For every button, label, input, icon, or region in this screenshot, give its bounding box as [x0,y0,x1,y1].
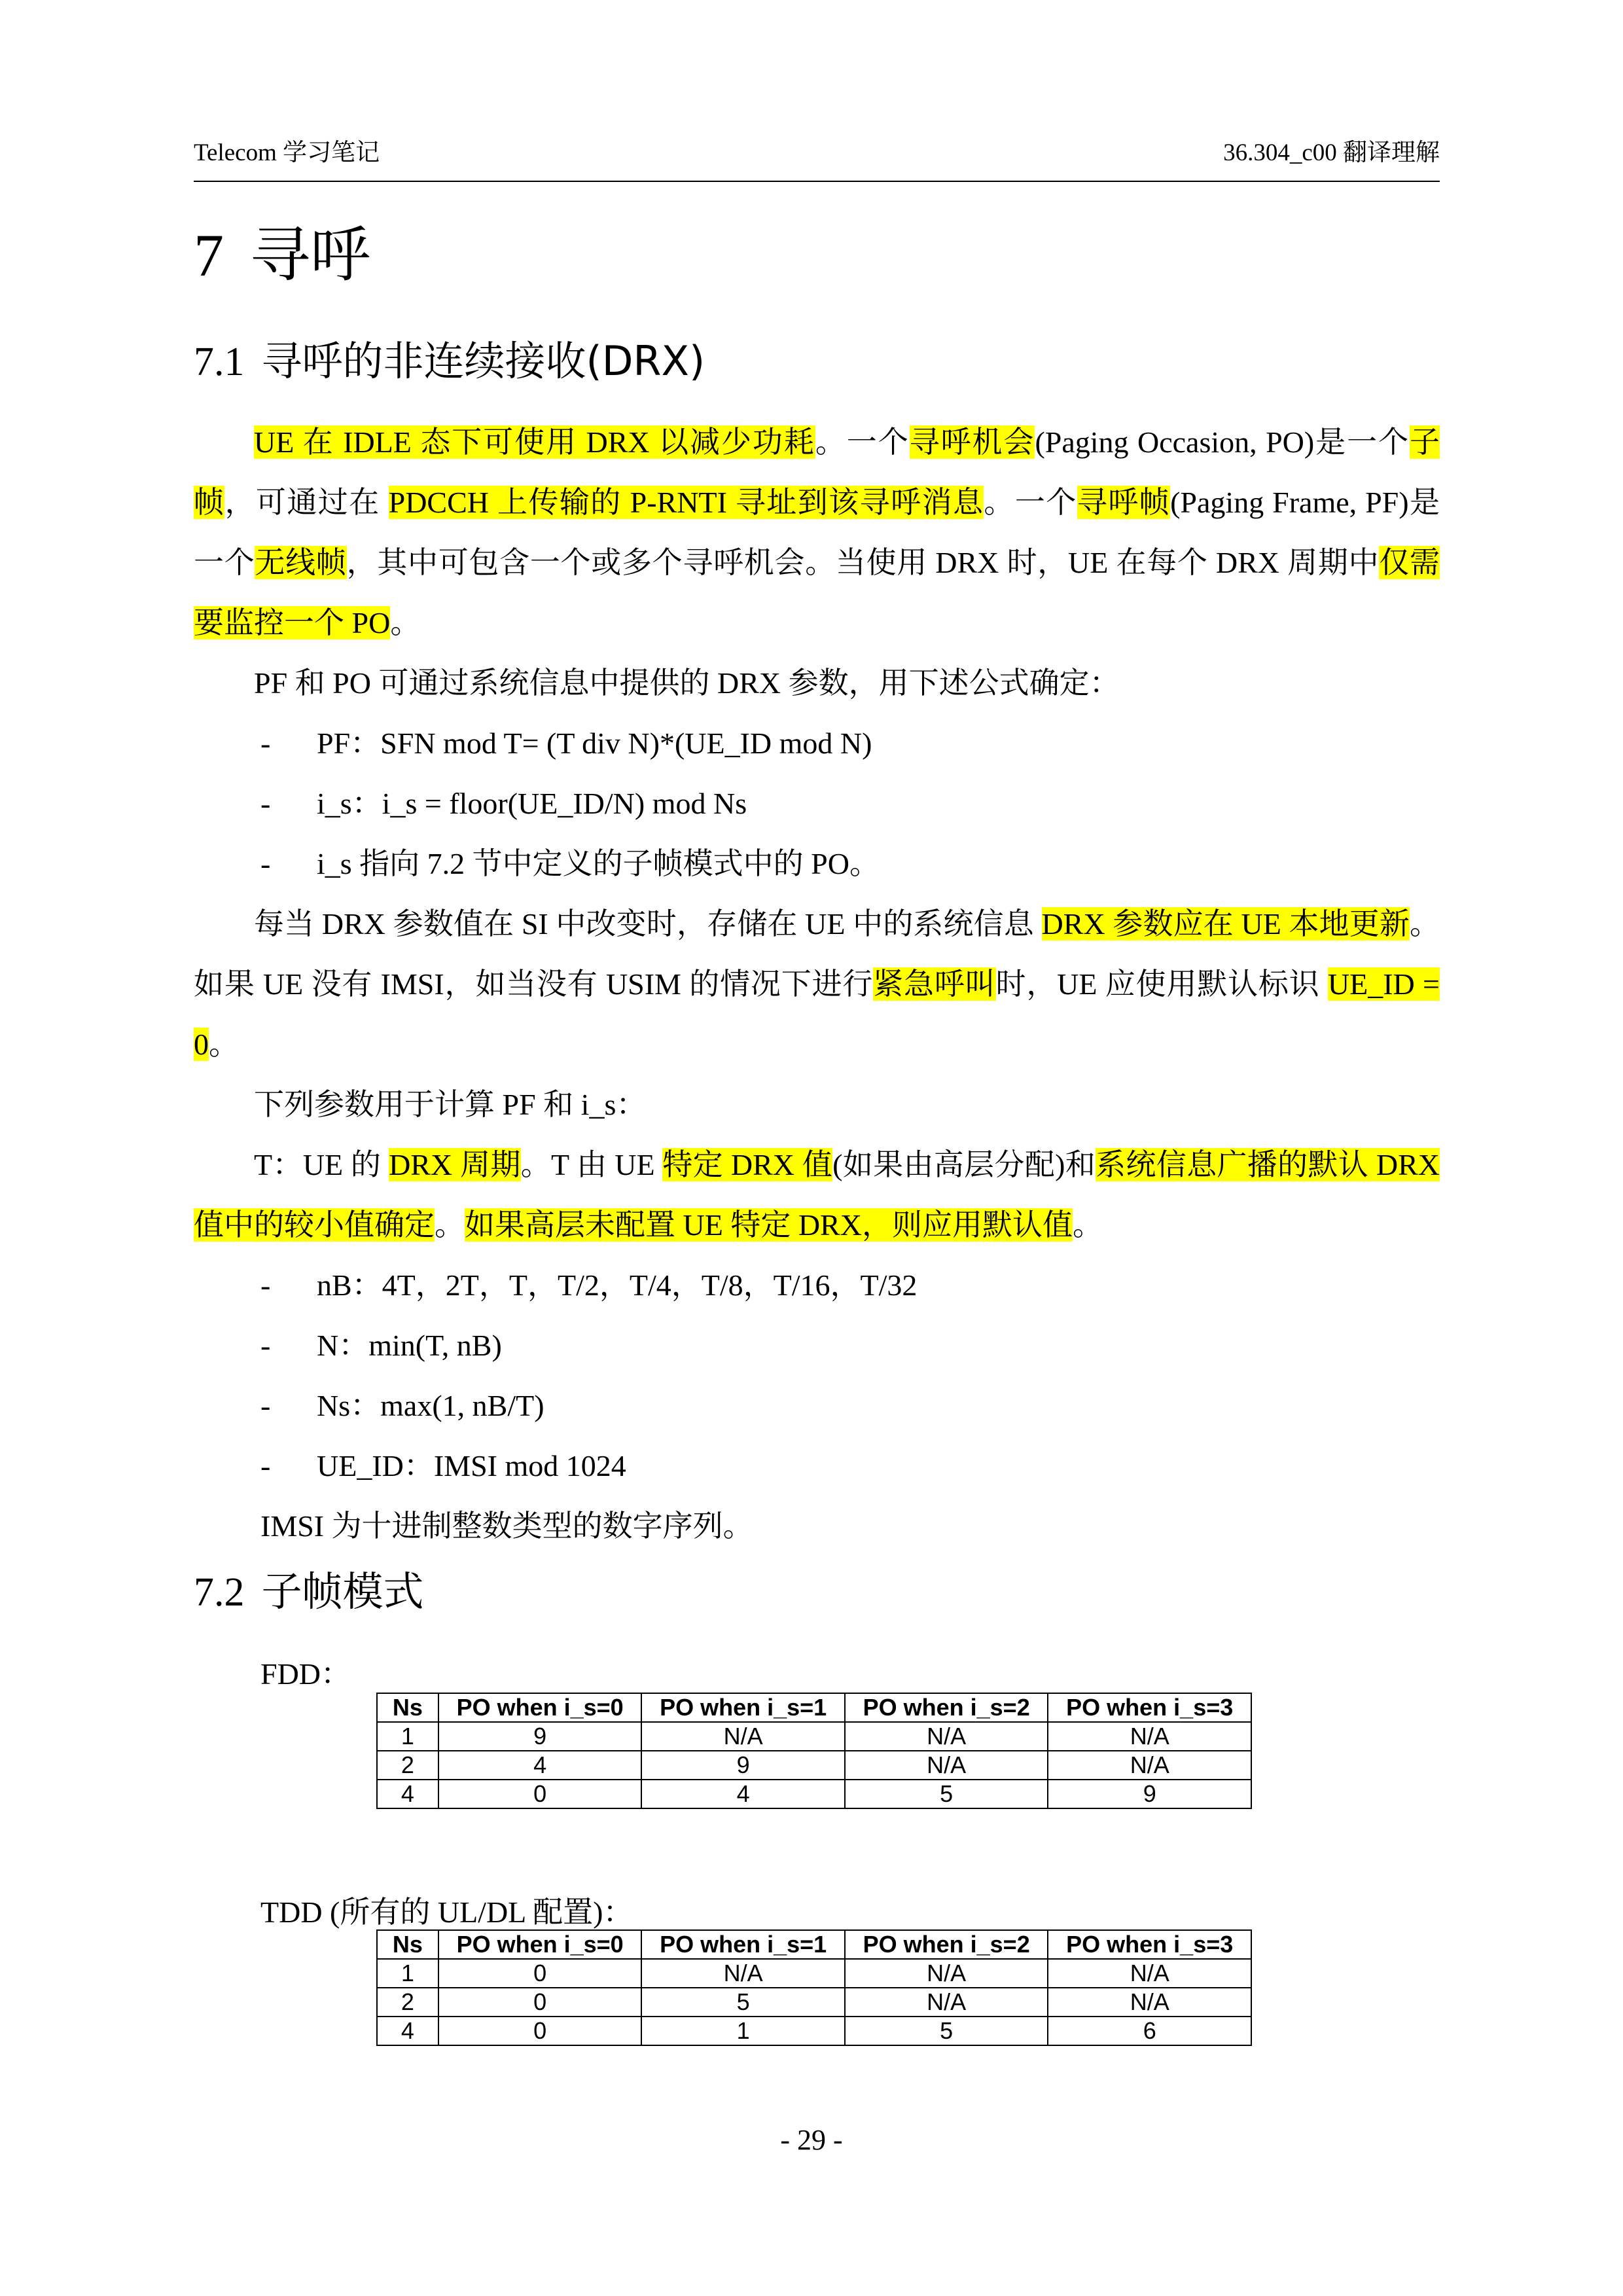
bullet-dash: - [260,1389,271,1422]
table-cell: N/A [641,1722,845,1751]
bullet-dash: - [260,787,271,820]
bullet-dash: - [260,847,271,880]
table-cell: 2 [377,1751,438,1780]
tdd-table [376,1929,1252,2046]
highlight: PDCCH 上传输的 P-RNTI 寻址到该寻呼消息 [388,486,984,519]
header-cell: PO when i_s=1 [641,1930,845,1959]
table-cell: 4 [641,1780,845,1808]
text-run: 。 [209,1028,239,1061]
chapter-heading [194,219,370,291]
highlight: 寻呼机会 [909,425,1035,459]
bullet-dash: - [260,726,271,760]
table-cell: 5 [845,2017,1048,2045]
table-row [377,1722,1251,1751]
bullet-text: N：min(T, nB) [317,1329,502,1362]
table-row [377,1959,1251,1988]
bullet-item [260,1376,544,1436]
chapter-title: 寻呼 [250,220,371,290]
header-cell: Ns [377,1930,438,1959]
highlight: 系统信息广播的默认 DRX 值中的较小值确定 [194,1148,1440,1242]
section-title: 寻呼的非连续接收(DRX) [261,337,705,385]
table-header-row [377,1693,1251,1722]
table-cell: N/A [845,1959,1048,1988]
bullet-dash: - [260,1329,271,1362]
bullet-dash: - [260,1268,271,1302]
page-number: - 29 - [780,2124,843,2156]
bullet-text: Ns：max(1, nB/T) [317,1389,544,1422]
table-cell: 4 [377,2017,438,2045]
highlight: DRX 参数应在 UE 本地更新 [1041,907,1410,941]
table-row [377,1751,1251,1780]
paragraph-drx-cycle [194,1135,1440,1255]
paragraph-pf-po: PF 和 PO 可通过系统信息中提供的 DRX 参数，用下述公式确定： [254,666,1120,700]
table-cell: 1 [377,1722,438,1751]
section-heading-7-2 [194,1566,424,1619]
table-cell: 9 [1048,1780,1251,1808]
page-header [194,132,1440,182]
table-cell: 9 [438,1722,642,1751]
header-cell: PO when i_s=1 [641,1693,845,1722]
header-cell: PO when i_s=0 [438,1693,642,1722]
table-cell: 0 [438,1959,642,1988]
text-run: ，其中可包含一个或多个寻呼机会。当使用 DRX 时，UE 在每个 DRX 周期中 [346,546,1380,579]
highlight: 寻呼帧 [1077,486,1171,519]
table-cell: N/A [845,1722,1048,1751]
section-number: 7.2 [194,1570,245,1615]
fdd-table [376,1693,1252,1809]
text-run: 。一个 [815,425,910,459]
table-cell: 4 [377,1780,438,1808]
table-cell: N/A [1048,1988,1251,2017]
text-run: (Paging Frame, PF)是一个 [194,486,1440,579]
table-cell: 0 [438,2017,642,2045]
table-cell: 6 [1048,2017,1251,2045]
fdd-label: FDD： [260,1657,351,1691]
paragraph-imsi: IMSI 为十进制整数类型的数字序列。 [260,1509,753,1543]
chapter-number: 7 [194,222,224,289]
bullet-item [260,774,747,834]
highlight: UE 在 IDLE 态下可使用 DRX 以减少功耗 [254,425,815,459]
text-run: 时，UE 应使用默认标识 [995,967,1328,1001]
section-heading-7-1 [194,335,705,388]
bullet-text: PF：SFN mod T= (T div N)*(UE_ID mod N) [317,726,872,760]
highlight: 无线帧 [255,546,347,579]
text-run: (如果由高层分配)和 [832,1148,1096,1181]
highlight: 如果高层未配置 UE 特定 DRX，则应用默认值 [465,1208,1073,1242]
table-cell: 0 [438,1988,642,2017]
table-cell: 1 [377,1959,438,1988]
highlight: DRX 周期 [389,1148,521,1181]
table-cell: N/A [845,1988,1048,2017]
text-run: (Paging Occasion, PO)是一个 [1035,425,1410,459]
table-cell: N/A [1048,1751,1251,1780]
highlight: 仅需要监控一个 PO [194,546,1440,639]
paragraph-params: 下列参数用于计算 PF 和 i_s： [254,1088,647,1121]
highlight: 子帧 [194,425,1440,519]
bullet-item [260,1316,502,1376]
paragraph-po-pf [194,412,1440,653]
bullet-item [260,834,880,894]
header-cell: PO when i_s=2 [845,1930,1048,1959]
bullet-text: nB：4T，2T，T，T/2，T/4，T/8，T/16，T/32 [317,1268,918,1302]
bullet-item [260,1436,626,1496]
text-run: T：UE 的 [254,1148,389,1181]
text-run: 。 [1072,1208,1103,1242]
table-row [377,1780,1251,1808]
table-cell: N/A [641,1959,845,1988]
bullet-text: UE_ID：IMSI mod 1024 [317,1449,626,1482]
text-run: 。 [390,606,421,639]
table-row [377,2017,1251,2045]
text-run: 。 [435,1208,465,1242]
text-run: 每当 DRX 参数值在 SI 中改变时，存储在 UE 中的系统信息 [254,907,1042,941]
section-title: 子帧模式 [261,1568,424,1615]
text-run: 。一个 [984,486,1077,519]
table-cell: N/A [1048,1959,1251,1988]
header-cell: PO when i_s=0 [438,1930,642,1959]
text-run: ，可通过在 [224,486,389,519]
header-cell: PO when i_s=2 [845,1693,1048,1722]
table-cell: 4 [438,1751,642,1780]
highlight: UE_ID = 0 [194,967,1440,1061]
paragraph-drx-update [194,894,1440,1075]
header-right: 36.304_c00 翻译理解 [1223,139,1440,166]
bullet-item [260,1255,917,1316]
highlight: 特定 DRX 值 [662,1148,833,1181]
table-cell: N/A [845,1751,1048,1780]
table-row [377,1988,1251,2017]
table-cell: N/A [1048,1722,1251,1751]
text-run: 。T 由 UE [520,1148,663,1181]
bullet-text: i_s 指向 7.2 节中定义的子帧模式中的 PO。 [317,847,880,880]
header-cell: Ns [377,1693,438,1722]
header-cell: PO when i_s=3 [1048,1693,1251,1722]
header-left: Telecom 学习笔记 [194,139,380,166]
highlight: 紧急呼叫 [873,967,996,1001]
table-cell: 5 [845,1780,1048,1808]
header-cell: PO when i_s=3 [1048,1930,1251,1959]
table-cell: 9 [641,1751,845,1780]
bullet-dash: - [260,1449,271,1482]
section-number: 7.1 [194,340,245,384]
table-cell: 2 [377,1988,438,2017]
table-cell: 5 [641,1988,845,2017]
text-run: 。如果 UE 没有 IMSI，如当没有 USIM 的情况下进行 [194,907,1440,1001]
tdd-label: TDD (所有的 UL/DL 配置)： [260,1895,633,1929]
bullet-text: i_s：i_s = floor(UE_ID/N) mod Ns [317,787,747,820]
table-cell: 1 [641,2017,845,2045]
table-cell: 0 [438,1780,642,1808]
bullet-item [260,713,872,774]
table-header-row [377,1930,1251,1959]
